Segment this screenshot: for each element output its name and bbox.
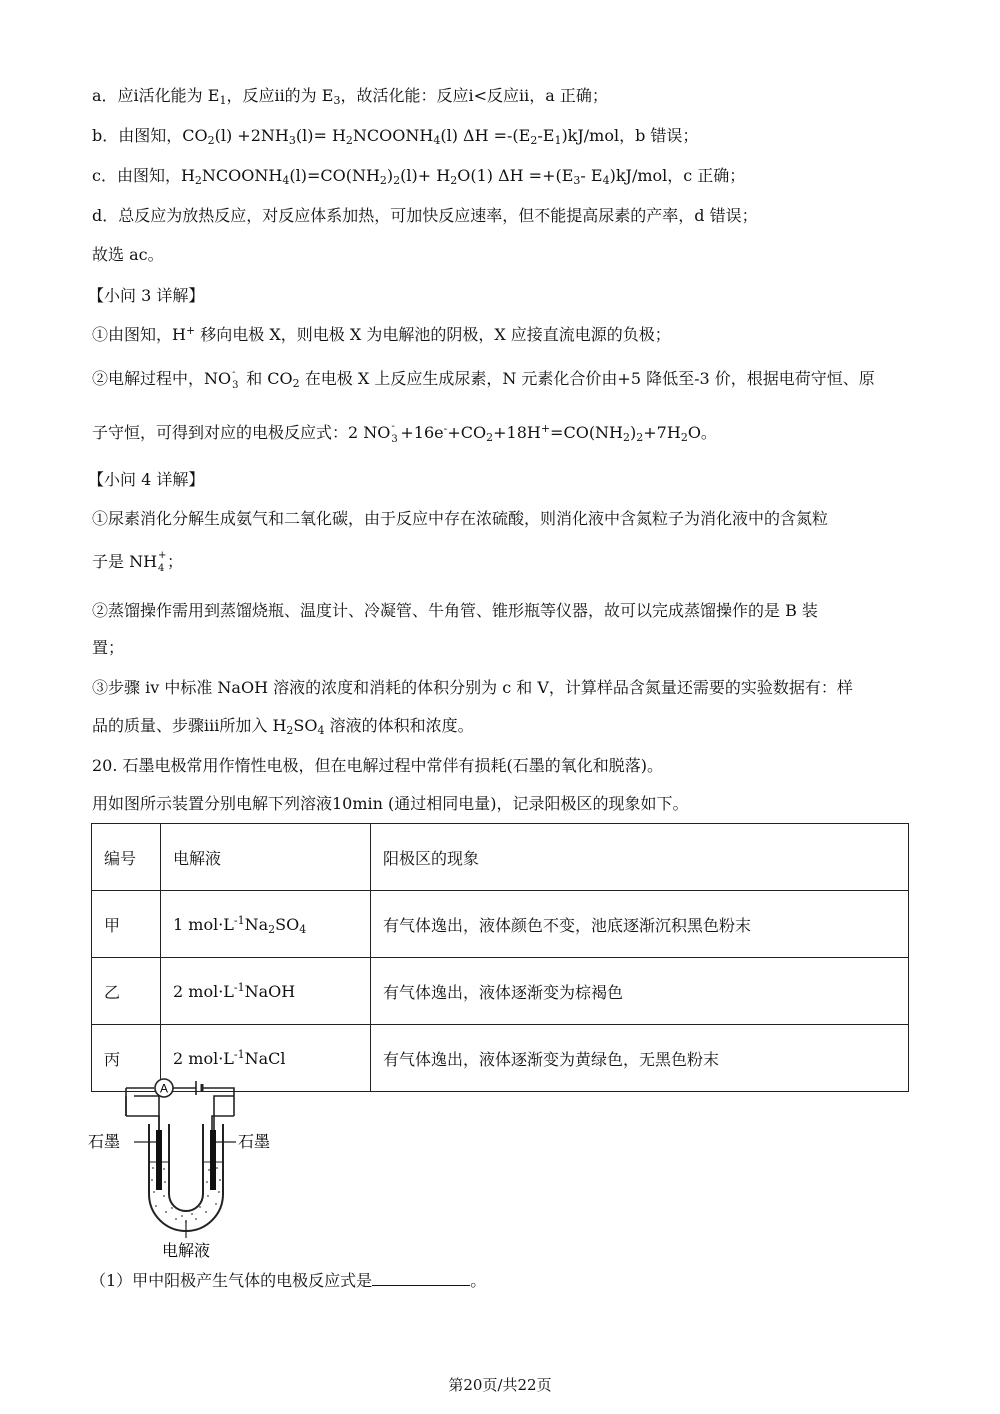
row-phenomenon: 有气体逸出，液体颜色不变，池底逐渐沉积黑色粉末 <box>371 891 909 958</box>
row-phenomenon: 有气体逸出，液体逐渐变为棕褐色 <box>371 958 909 1025</box>
electrolyte-label: 电解液 <box>161 1241 211 1260</box>
right-electrode-label: 石墨 <box>238 1132 271 1151</box>
section-heading-3: 【小问 3 详解】 <box>88 286 205 305</box>
header-electrolyte: 电解液 <box>161 824 371 891</box>
header-id: 编号 <box>92 824 161 891</box>
page-footer: 第20页/共22页 <box>448 1376 552 1394</box>
table-row <box>92 891 909 958</box>
q4-line-6: 品的质量、步骤ⅲ所加入 $H_2SO_4$ 溶液的体积和浓度。 <box>92 716 474 737</box>
row-id: 甲 <box>92 891 161 958</box>
answer-blank[interactable] <box>372 1271 470 1286</box>
q3-line-3: 子守恒，可得到对应的电极反应式：2 NO - 3 $+16e^-+CO_2+18H^+=CO(NH_2)_2+7H_2O$。 <box>92 420 717 445</box>
q3-line-2: ②电解过程中，NO - 3 和 $CO_2$ 在电极 X 上反应生成尿素，N 元素化合价由+5 降低至-3 价，根据电荷守恒、原 <box>92 366 875 391</box>
q3-line-1: ①由图知，H+ 移向电极 X，则电极 X 为电解池的阴极，X 应接直流电源的负极； <box>92 324 671 344</box>
answer-line-a: a．应ⅰ活化能为 $E_1$，反应ⅱ的为 $E_3$，故活化能：反应ⅰ<反应ⅱ，a 正确； <box>92 86 608 107</box>
left-electrode-label: 石墨 <box>88 1132 121 1151</box>
answer-line-b: b．由图知，$CO_2(l) +2NH_3(l)=$ $H_2NCOONH_4(l)$ $\Delta H =-(E_2-E_1)kJ$/mol，b 错误； <box>92 126 699 147</box>
header-phenomenon: 阳极区的现象 <box>371 824 909 891</box>
row-electrolyte: 1 $mol\cdot L^{-1}Na_2SO_4$ <box>161 891 371 958</box>
table-header-row <box>92 824 909 891</box>
row-id: 乙 <box>92 958 161 1025</box>
ammeter-label: A <box>159 1081 169 1096</box>
q4-line-5: ③步骤 iv 中标准 NaOH 溶液的浓度和消耗的体积分别为 c 和 V，计算样品含氮量还需要的实验数据有：样 <box>92 678 853 697</box>
row-electrolyte: 2 $mol\cdot L^{-1}NaOH$ <box>161 958 371 1025</box>
right-graphite-electrode <box>210 1130 216 1190</box>
q20-stem-2: 用如图所示装置分别电解下列溶液10min (通过相同电量)，记录阳极区的现象如下。 <box>92 794 689 813</box>
q4-line-2: 子是 NH + 4 ； <box>92 549 184 574</box>
row-electrolyte: 2 $mol\cdot L^{-1}NaCl$ <box>161 1025 371 1092</box>
q20-stem-1: 20. 石墨电极常用作惰性电极，但在电解过程中常伴有损耗(石墨的氧化和脱落)。 <box>92 756 664 775</box>
left-graphite-electrode <box>156 1130 162 1190</box>
electrolysis-apparatus-figure <box>86 1076 286 1262</box>
row-phenomenon: 有气体逸出，液体逐渐变为黄绿色，无黑色粉末 <box>371 1025 909 1092</box>
question-1: （1）甲中阳极产生气体的电极反应式是 。 <box>90 1271 487 1290</box>
table-row <box>92 958 909 1025</box>
row-id: 丙 <box>92 1025 161 1092</box>
q4-line-4: 置； <box>92 638 125 657</box>
q4-line-3: ②蒸馏操作需用到蒸馏烧瓶、温度计、冷凝管、牛角管、锥形瓶等仪器，故可以完成蒸馏操作的是 B 装 <box>92 601 818 620</box>
circuit-wire <box>134 1096 159 1131</box>
results-table <box>91 823 909 1092</box>
answer-choice: 故选 ac。 <box>92 245 164 264</box>
q4-line-1: ①尿素消化分解生成氨气和二氧化碳，由于反应中存在浓硫酸，则消化液中含氮粒子为消化液中的含氮粒 <box>92 509 829 528</box>
answer-line-c: c．由图知，$H_2NCOONH_4(l)=CO(NH_2)_2(l)+ H_2O(1)$ $\Delta H =+(E_3-$ $E_4)kJ$/mol，c 正确； <box>92 166 746 187</box>
answer-line-d: d．总反应为放热反应，对反应体系加热，可加快反应速率，但不能提高尿素的产率，d 错误； <box>92 206 758 225</box>
section-heading-4: 【小问 4 详解】 <box>88 470 205 489</box>
